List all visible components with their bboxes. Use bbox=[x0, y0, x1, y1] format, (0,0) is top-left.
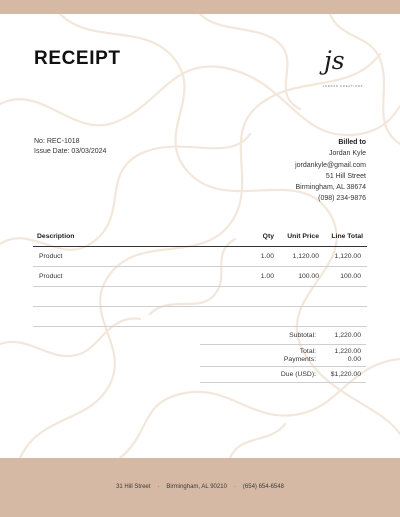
brand-logo bbox=[318, 46, 370, 96]
item-description: Product bbox=[39, 253, 63, 260]
separator-dot: · bbox=[157, 484, 160, 490]
footer-band bbox=[0, 458, 400, 517]
billed-to-heading: Billed to bbox=[338, 139, 366, 146]
table-row bbox=[33, 287, 367, 307]
total-value: 1,220.00 bbox=[334, 348, 361, 355]
separator-dot: · bbox=[233, 484, 236, 490]
subtotal-row bbox=[200, 329, 366, 345]
footer-address: 31 Hill Street bbox=[116, 484, 151, 490]
footer-city: Birmingham, AL 90210 bbox=[166, 484, 227, 490]
subtotal-value: 1,220.00 bbox=[334, 332, 361, 339]
column-header-qty: Qty bbox=[262, 233, 274, 240]
customer-city: Birmingham, AL 38674 bbox=[295, 184, 366, 192]
table-row bbox=[33, 247, 367, 267]
receipt-number: No: REC-1018 bbox=[34, 138, 80, 145]
payments-value: 0.00 bbox=[347, 356, 361, 363]
item-line-total: 100.00 bbox=[340, 273, 361, 280]
column-header-description: Description bbox=[37, 233, 75, 240]
footer-contact bbox=[0, 484, 400, 490]
item-line-total: 1,120.00 bbox=[334, 253, 361, 260]
amount-due-row bbox=[200, 367, 366, 383]
column-header-line-total: Line Total bbox=[331, 233, 363, 240]
table-row bbox=[33, 307, 367, 327]
item-qty: 1.00 bbox=[260, 273, 274, 280]
due-label: Due (USD): bbox=[280, 371, 316, 378]
item-qty: 1.00 bbox=[260, 253, 274, 260]
customer-email: jordankyle@gmail.com bbox=[295, 161, 366, 169]
billed-to-block bbox=[295, 137, 366, 205]
total-payments-row bbox=[200, 345, 366, 367]
logo-monogram: js bbox=[324, 46, 345, 75]
column-header-unit-price: Unit Price bbox=[287, 233, 319, 240]
customer-street: 51 Hill Street bbox=[325, 172, 366, 180]
item-unit-price: 1,120.00 bbox=[292, 253, 319, 260]
total-label: Total: bbox=[299, 348, 316, 355]
table-row bbox=[33, 267, 367, 287]
customer-name: Jordan Kyle bbox=[329, 150, 366, 158]
item-description: Product bbox=[39, 273, 63, 280]
top-color-band bbox=[0, 0, 400, 14]
due-value: $1,220.00 bbox=[330, 371, 361, 378]
line-items-table bbox=[33, 228, 367, 327]
subtotal-label: Subtotal: bbox=[289, 332, 316, 339]
footer-phone: (654) 654-6548 bbox=[242, 484, 284, 490]
issue-date: Issue Date: 03/03/2024 bbox=[34, 147, 107, 155]
item-unit-price: 100.00 bbox=[298, 273, 319, 280]
receipt-meta bbox=[34, 137, 106, 156]
customer-phone: (098) 234-9876 bbox=[318, 195, 366, 203]
payments-label: Payments: bbox=[283, 356, 316, 363]
table-header-row bbox=[33, 228, 367, 247]
receipt-title: RECEIPT bbox=[34, 48, 121, 69]
totals-block bbox=[200, 329, 366, 383]
logo-tagline: JORDAN KREATIONS bbox=[322, 85, 364, 88]
